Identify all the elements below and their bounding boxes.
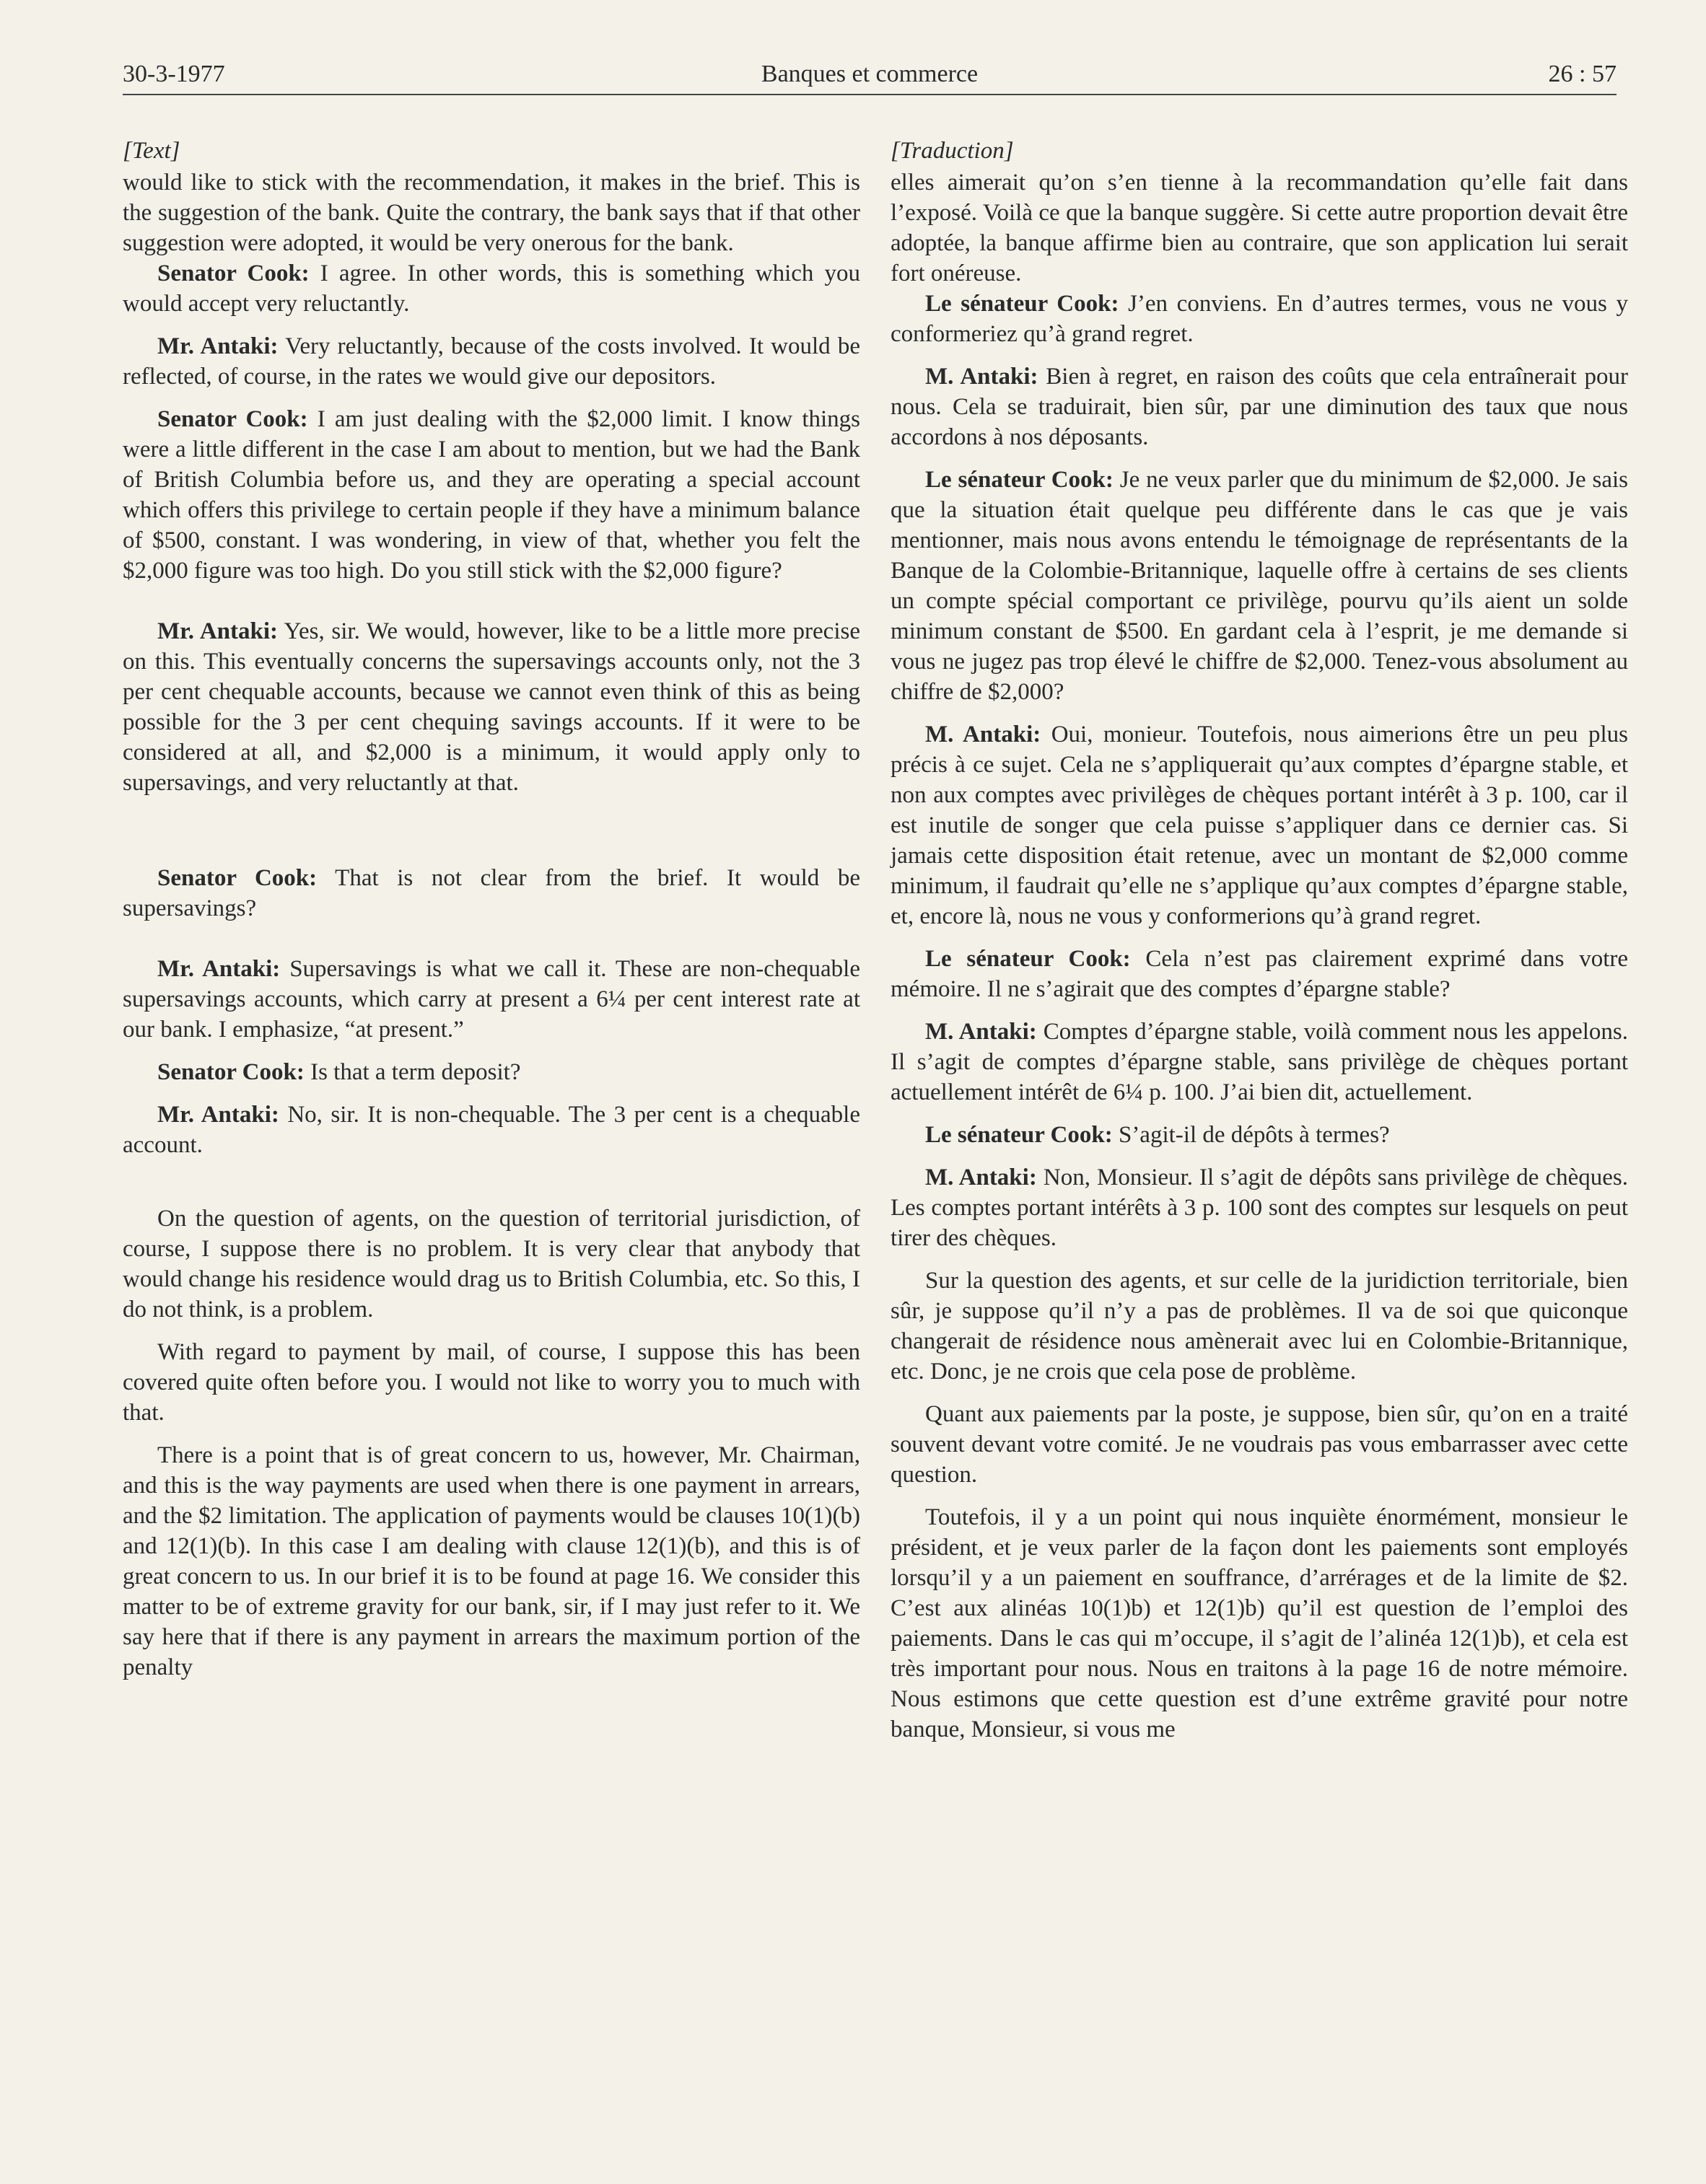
speaker: Mr. Antaki: [157, 1102, 279, 1128]
french-column [891, 136, 1628, 1757]
speaker: Le sénateur Cook: [925, 1122, 1113, 1148]
speaker: Senator Cook: [157, 260, 310, 286]
speaker: Le sénateur Cook: [925, 291, 1119, 317]
paragraph: Quant aux paiements par la poste, je suppose, bien sûr, qu’on en a traité souvent devant votre comité. Je ne voudrais pas vous embarrasser avec cette question. [891, 1401, 1628, 1488]
speaker: M. Antaki: [925, 1165, 1037, 1190]
paragraph: Mr. Antaki: Supersavings is what we call it. These are non-chequable supersavings accounts, which carry at present a 6¼ per cent interest rate at our bank. I emphasize, “at present.” [123, 956, 860, 1043]
speaker: Le sénateur Cook: [925, 946, 1131, 972]
page-header [123, 58, 1617, 95]
header-page-number: 26 : 57 [1548, 61, 1617, 87]
paragraph: Mr. Antaki: No, sir. It is non-chequable. The 3 per cent is a chequable account. [123, 1102, 860, 1158]
paragraph: Mr. Antaki: Yes, sir. We would, however, like to be a little more precise on this. This eventually concerns the supersavings accounts only, not the 3 per cent chequable accounts, because we cannot even think of this as being possible for the 3 per cent chequing savings accounts. If it were to be considered at all, and $2,000 is a minimum, it would apply only to supersavings, and very reluctantly at that. [123, 618, 860, 796]
speaker: Senator Cook: [157, 1059, 305, 1085]
speaker: M. Antaki: [925, 364, 1038, 390]
paragraph: Le sénateur Cook: Je ne veux parler que du minimum de $2,000. Je sais que la situation était quelque peu différente dans le cas que je vais mentionner, mais nous avons entendu le témoignage de représentants de la Banque de la Colombie-Britannique, laquelle offre à certains de ses clients un compte spécial comportant ce privilège, pourvu qu’ils aient un solde minimum constant de $500. En gardant cela à l’esprit, je me demande si vous ne jugez pas trop élevé le chiffre de $2,000. Tenez-vous absolument au chiffre de $2,000? [891, 467, 1629, 705]
speaker: Mr. Antaki: [157, 956, 281, 982]
paragraph: Le sénateur Cook: Cela n’est pas clairement exprimé dans votre mémoire. Il ne s’agirait que des comptes d’épargne stable? [891, 946, 1629, 1002]
paragraph: Le sénateur Cook: J’en conviens. En d’autres termes, vous ne vous y conformeriez qu’à grand regret. [891, 291, 1629, 347]
speaker: Mr. Antaki: [157, 618, 279, 644]
paragraph: With regard to payment by mail, of course, I suppose this has been covered quite often before you. I would not like to worry you to much with that. [123, 1339, 860, 1426]
header-date: 30-3-1977 [123, 61, 225, 87]
paragraph: Mr. Antaki: Very reluctantly, because of the costs involved. It would be reflected, of course, in the rates we would give our depositors. [123, 333, 860, 390]
paragraph: Le sénateur Cook: S’agit-il de dépôts à termes? [925, 1122, 1390, 1148]
paragraph: Senator Cook: That is not clear from the brief. It would be supersavings? [123, 865, 860, 921]
paragraph: Senator Cook: I am just dealing with the $2,000 limit. I know things were a little different in the case I am about to mention, but we had the Bank of British Columbia before us, and they are operating a special account which offers this privilege to certain people if they have a minimum balance of $500, constant. I was wondering, in view of that, whether you felt the $2,000 figure was too high. Do you still stick with the $2,000 figure? [123, 406, 860, 584]
paragraph: Senator Cook: I agree. In other words, this is something which you would accept very reluctantly. [123, 260, 860, 317]
paragraph: would like to stick with the recommendation, it makes in the brief. This is the suggestion of the bank. Quite the contrary, the bank says that if that other suggestion were adopted, it would be very onerous for the bank. [123, 170, 860, 256]
language-label: [Traduction] [891, 138, 1014, 164]
paragraph: Toutefois, il y a un point qui nous inquiète énormément, monsieur le président, et je veux parler de la façon dont les paiements sont employés lorsqu’il y a un paiement en souffrance, d’arrérages et de la limite de $2. C’est aux alinéas 10(1)b) et 12(1)b) qu’il est question de l’emploi des paiements. Dans le cas qui m’occupe, il s’agit de l’alinéa 12(1)b), et cela est très important pour nous. Nous en traitons à la page 16 de notre mémoire. Nous estimons que cette question est d’une extrême gravité pour notre banque, Monsieur, si vous me [891, 1504, 1628, 1742]
speaker: M. Antaki: [925, 1019, 1037, 1045]
paragraph: Senator Cook: Is that a term deposit? [157, 1059, 521, 1085]
paragraph: elles aimerait qu’on s’en tienne à la recommandation qu’elle fait dans l’exposé. Voilà ce que la banque suggère. Si cette autre proportion devait être adoptée, la banque affirme bien au contraire, que son application lui serait fort onéreuse. [891, 170, 1628, 286]
speaker: M. Antaki: [925, 722, 1041, 747]
english-column [123, 136, 860, 1695]
header-title: Banques et commerce [761, 61, 979, 87]
language-label: [Text] [123, 138, 180, 164]
paragraph: On the question of agents, on the question of territorial jurisdiction, of course, I suppose there is no problem. It is very clear that anybody that would change his residence would drag us to British Columbia, etc. So this, I do not think, is a problem. [123, 1206, 860, 1323]
paragraph: M. Antaki: Comptes d’épargne stable, voilà comment nous les appelons. Il s’agit de comptes d’épargne stable, sans privilège de chèques portant actuellement intérêt de 6¼ p. 100. J’ai bien dit, actuellement. [891, 1019, 1628, 1105]
speaker: Le sénateur Cook: [925, 467, 1114, 493]
speaker: Mr. Antaki: [157, 333, 279, 359]
paragraph: M. Antaki: Non, Monsieur. Il s’agit de dépôts sans privilège de chèques. Les comptes portant intérêts à 3 p. 100 sont des comptes sur lesquels on peut tirer des chèques. [891, 1165, 1629, 1251]
paragraph: Sur la question des agents, et sur celle de la juridiction territoriale, bien sûr, je suppose qu’il n’y a pas de problèmes. Il va de soi que quiconque changerait de résidence nous amènerait avec lui en Colombie-Britannique, etc. Donc, je ne crois que cela pose de problème. [891, 1268, 1628, 1385]
speaker: Senator Cook: [157, 865, 318, 891]
paragraph: M. Antaki: Oui, monieur. Toutefois, nous aimerions être un peu plus précis à ce sujet. Cela ne s’appliquerait qu’aux comptes d’épargne stable, et non aux comptes avec privilèges de chèques portant intérêt à 3 p. 100, car il est inutile de songer que cela puisse s’appliquer dans ce dernier cas. Si jamais cette disposition était retenue, avec un montant de $2,000 comme minimum, il faudrait qu’elle ne s’applique qu’aux comptes d’épargne stable, et, encore là, nous ne vous y conformerions qu’à grand regret. [891, 722, 1628, 929]
paragraph: There is a point that is of great concern to us, however, Mr. Chairman, and this is the way payments are used when there is one payment in arrears, and the $2 limitation. The application of payments would be clauses 10(1)(b) and 12(1)(b). In this case I am dealing with clause 12(1)(b), and this is of great concern to us. In our brief it is to be found at page 16. We consider this matter to be of extreme gravity for our bank, sir, if I may just refer to it. We say here that if there is any payment in arrears the maximum portion of the penalty [123, 1442, 860, 1680]
paragraph: M. Antaki: Bien à regret, en raison des coûts que cela entraînerait pour nous. Cela se traduirait, bien sûr, par une diminution des taux que nous accordons à nos déposants. [891, 364, 1629, 450]
speaker: Senator Cook: [157, 406, 308, 432]
